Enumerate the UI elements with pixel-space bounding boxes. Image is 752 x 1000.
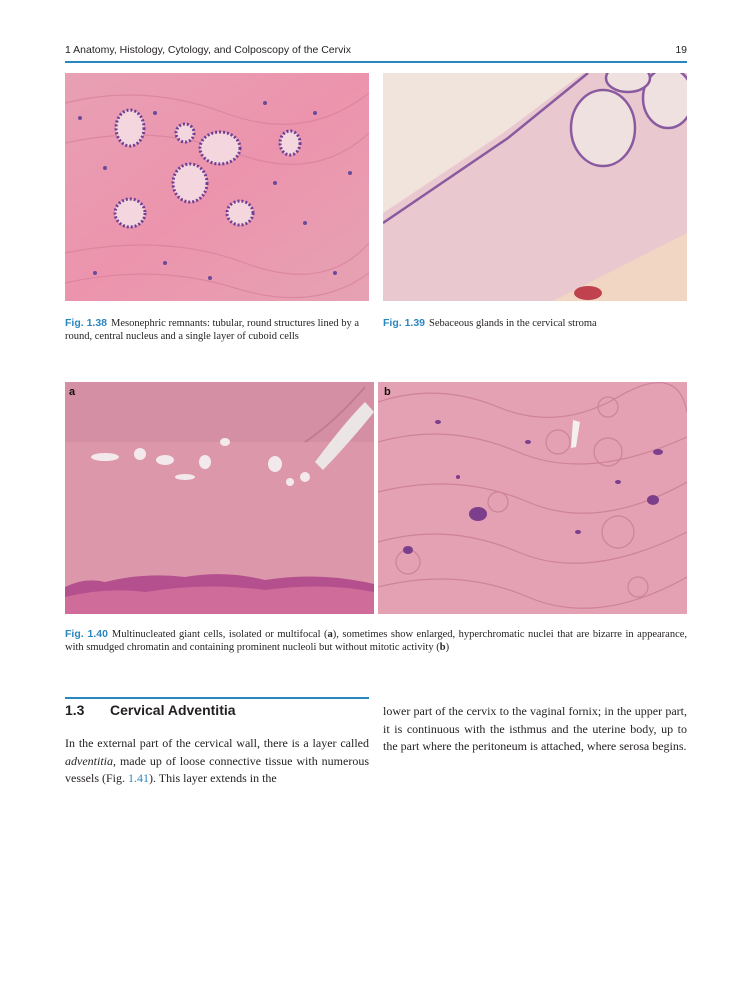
fig-1-39-caption — [383, 317, 687, 330]
body-column-right — [383, 703, 687, 756]
fig-1-38-caption-text: Mesonephric remnants: tubular, round structures lined by a round, central nucleus and a single layer of cuboid cells — [65, 318, 360, 342]
fig-1-38-image — [65, 73, 369, 301]
fig-1-40a-image — [65, 382, 374, 614]
fig-1-38-caption — [65, 317, 371, 343]
section-number: 1.3 — [65, 702, 85, 718]
header-rule — [65, 61, 687, 63]
section-title: Cervical Adventitia — [110, 702, 236, 718]
fig-1-40b-image — [378, 382, 687, 614]
fig-1-40-caption-ref-b: b — [439, 642, 446, 653]
body-text-2: , made up of loose connective tissue with numerous vessels (Fig. — [65, 753, 369, 785]
body-term-adventitia: adventitia — [65, 753, 113, 768]
fig-1-39-caption-text: Sebaceous glands in the cervical stroma — [429, 318, 597, 329]
fig-1-39-label: Fig. 1.39 — [383, 317, 426, 329]
fig-1-38-label: Fig. 1.38 — [65, 317, 108, 329]
figure-ref-link[interactable]: 1.41 — [128, 771, 149, 785]
fig-1-40-label: Fig. 1.40 — [65, 628, 108, 640]
section-heading — [65, 702, 236, 718]
fig-1-40a-panel-letter: a — [69, 386, 76, 398]
body-text-3: ). This layer extends in the — [149, 771, 277, 785]
fig-1-40-caption-text-1: Multinucleated giant cells, isolated or multifocal ( — [111, 629, 328, 640]
running-head — [65, 42, 687, 60]
fig-1-40b-panel-letter: b — [384, 386, 391, 398]
fig-1-40-caption-text-2: ), sometimes show enlarged, hyperchromatic nuclei that are bizarre in appearance, with smudged chromatin and containing prominent nucleoli but without mitotic activity ( — [65, 629, 688, 653]
fig-1-40-caption-ref-a: a — [327, 629, 333, 640]
body-text-right: lower part of the cervix to the vaginal fornix; in the upper part, it is continuous with the isthmus and the uterine body, up to the part where the peritoneum is attached, where serosa begins. — [383, 704, 687, 753]
body-column-left — [65, 735, 369, 788]
section-rule — [65, 697, 369, 699]
fig-1-40-caption — [65, 628, 687, 654]
page-number: 19 — [675, 44, 687, 56]
running-head-chapter: 1 Anatomy, Histology, Cytology, and Colposcopy of the Cervix — [65, 44, 351, 56]
fig-1-40-caption-text-3: ) — [445, 642, 450, 653]
fig-1-39-image — [383, 73, 687, 301]
body-text-1: In the external part of the cervical wall, there is a layer called — [65, 736, 369, 750]
